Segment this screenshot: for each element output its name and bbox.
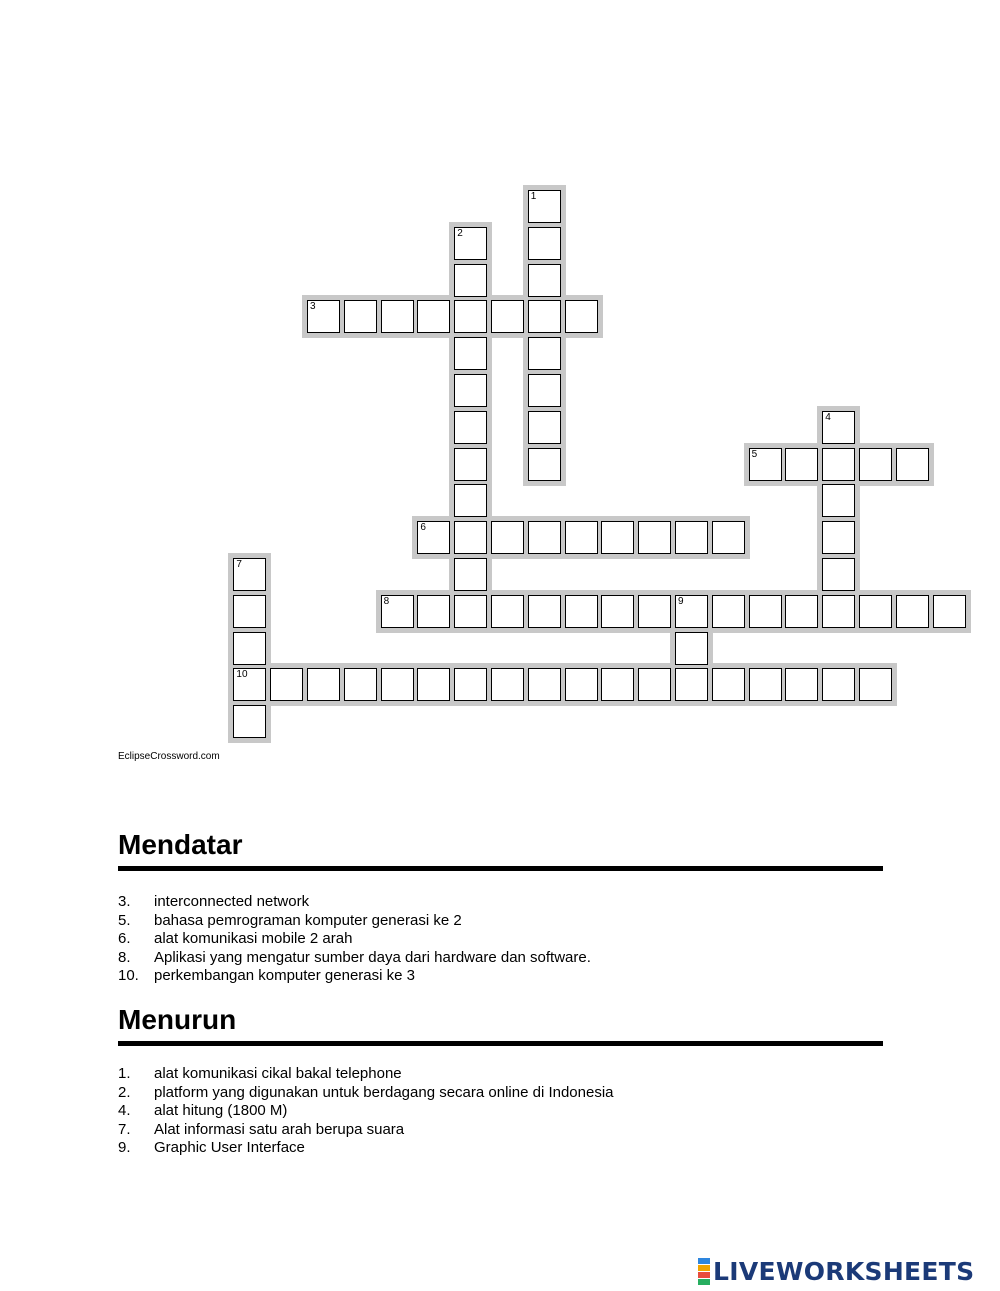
clue-item: 1. alat komunikasi cikal bakal telephone — [118, 1065, 402, 1082]
clue-number: 5 — [751, 448, 758, 460]
clue-item: 8. Aplikasi yang mengatur sumber daya dari hardware dan software. — [118, 948, 591, 966]
crossword-cell[interactable] — [785, 595, 818, 628]
crossword-cell[interactable] — [454, 448, 487, 481]
crossword-cell[interactable] — [822, 448, 855, 481]
crossword-cell[interactable] — [675, 595, 708, 628]
crossword-cell[interactable] — [270, 668, 303, 701]
crossword-cell[interactable] — [601, 595, 634, 628]
crossword-cell[interactable] — [896, 595, 929, 628]
crossword-cell[interactable] — [454, 264, 487, 297]
down-rule — [118, 1041, 883, 1046]
crossword-cell[interactable] — [233, 595, 266, 628]
brand-wordmark: LIVEWORKSHEETS — [713, 1256, 975, 1286]
across-clues — [118, 893, 591, 986]
clue-item: 2. platform yang digunakan untuk berdagang secara online di Indonesia — [118, 1083, 614, 1101]
clue-number: 6 — [420, 522, 426, 534]
clue-number: 1 — [530, 191, 537, 202]
crossword-cell[interactable] — [675, 521, 708, 554]
crossword-cell[interactable] — [712, 521, 745, 554]
clue-number: 4 — [825, 411, 831, 423]
crossword-cell[interactable] — [638, 668, 671, 701]
crossword-cell[interactable] — [638, 595, 671, 628]
crossword-cell[interactable] — [675, 632, 708, 665]
crossword-cell[interactable] — [381, 595, 414, 628]
crossword-cell[interactable] — [417, 300, 450, 333]
crossword-cell[interactable] — [307, 668, 340, 701]
crossword-cell[interactable] — [822, 411, 855, 444]
crossword-cell[interactable] — [417, 595, 450, 628]
crossword-cell[interactable] — [528, 595, 561, 628]
crossword-cell[interactable] — [601, 668, 634, 701]
crossword-cell[interactable] — [749, 448, 782, 481]
crossword-cell[interactable] — [307, 300, 340, 333]
logo-block — [698, 1279, 710, 1285]
logo-icon — [698, 1258, 710, 1285]
crossword-cell[interactable] — [233, 558, 266, 591]
clue-item: 9. Graphic User Interface — [118, 1139, 305, 1156]
crossword-cell[interactable] — [491, 668, 524, 701]
crossword-cell[interactable] — [822, 521, 855, 554]
clue-number: 10 — [236, 669, 248, 681]
logo-block — [698, 1265, 710, 1271]
clue-item: 4. alat hitung (1800 M) — [118, 1102, 288, 1119]
crossword-cell[interactable] — [454, 595, 487, 628]
crossword-cell[interactable] — [454, 337, 487, 370]
crossword-cell[interactable] — [859, 448, 892, 481]
crossword-cell[interactable] — [454, 374, 487, 407]
crossword-cell[interactable] — [491, 521, 524, 554]
crossword-cell[interactable] — [859, 668, 892, 701]
clue-number: 7 — [236, 559, 242, 570]
brand-logo — [698, 1256, 974, 1286]
crossword-cell[interactable] — [454, 300, 487, 333]
crossword-cell[interactable] — [675, 668, 708, 701]
crossword-cell[interactable] — [712, 668, 745, 701]
crossword-cell[interactable] — [528, 411, 561, 444]
crossword-cell[interactable] — [233, 668, 266, 701]
clue-item: 3. interconnected network — [118, 893, 310, 910]
down-clues — [118, 1065, 614, 1158]
crossword-cell[interactable] — [528, 668, 561, 701]
crossword-cell[interactable] — [565, 595, 598, 628]
crossword-cell[interactable] — [712, 595, 745, 628]
crossword-cell[interactable] — [344, 668, 377, 701]
crossword-cell[interactable] — [454, 558, 487, 591]
crossword-cell[interactable] — [822, 595, 855, 628]
crossword-cell[interactable] — [822, 558, 855, 591]
crossword-cell[interactable] — [749, 595, 782, 628]
clue-number: 2 — [457, 227, 463, 239]
crossword-cell[interactable] — [528, 190, 561, 223]
crossword-cell[interactable] — [233, 705, 266, 738]
across-rule — [118, 866, 883, 871]
crossword-cell[interactable] — [785, 448, 818, 481]
crossword-cell[interactable] — [565, 668, 598, 701]
clue-item: 6. alat komunikasi mobile 2 arah — [118, 930, 353, 947]
clue-item: 10. perkembangan komputer generasi ke 3 — [118, 967, 415, 984]
clue-number: 8 — [383, 595, 390, 607]
crossword-cell[interactable] — [528, 337, 561, 370]
crossword-cell[interactable] — [565, 521, 598, 554]
clue-item: 5. bahasa pemrograman komputer generasi ke 2 — [118, 911, 462, 929]
crossword-cell[interactable] — [565, 300, 598, 333]
crossword-cell[interactable] — [381, 300, 414, 333]
crossword-cell[interactable] — [528, 264, 561, 297]
crossword-cell[interactable] — [491, 595, 524, 628]
crossword-cell[interactable] — [454, 227, 487, 260]
crossword-cell[interactable] — [417, 668, 450, 701]
clue-number: 9 — [678, 595, 684, 607]
crossword-cell[interactable] — [785, 668, 818, 701]
clue-item: 7. Alat informasi satu arah berupa suara — [118, 1120, 405, 1138]
crossword-cell[interactable] — [528, 521, 561, 554]
crossword-cell[interactable] — [638, 521, 671, 554]
down-title: Menurun — [118, 1004, 237, 1035]
logo-block — [698, 1258, 710, 1264]
logo-block — [698, 1272, 710, 1278]
crossword-cell[interactable] — [601, 521, 634, 554]
credit-text: EclipseCrossword.com — [118, 751, 220, 762]
crossword-cell[interactable] — [454, 668, 487, 701]
crossword-cell[interactable] — [859, 595, 892, 628]
across-title: Mendatar — [118, 829, 243, 860]
crossword-cell[interactable] — [381, 668, 414, 701]
crossword-cell[interactable] — [491, 300, 524, 333]
crossword-cell[interactable] — [528, 448, 561, 481]
crossword-cell[interactable] — [822, 484, 855, 517]
crossword-cell[interactable] — [528, 374, 561, 407]
crossword-cell[interactable] — [896, 448, 929, 481]
crossword-cell[interactable] — [417, 521, 450, 554]
crossword-cell[interactable] — [454, 411, 487, 444]
crossword-cell[interactable] — [344, 300, 377, 333]
clue-number: 3 — [310, 301, 316, 313]
crossword-cell[interactable] — [822, 668, 855, 701]
crossword-cell[interactable] — [454, 484, 487, 517]
crossword-cell[interactable] — [933, 595, 966, 628]
crossword-cell[interactable] — [233, 632, 266, 665]
crossword-cell[interactable] — [454, 521, 487, 554]
crossword-cell[interactable] — [528, 227, 561, 260]
crossword-cell[interactable] — [528, 300, 561, 333]
crossword-cell[interactable] — [749, 668, 782, 701]
